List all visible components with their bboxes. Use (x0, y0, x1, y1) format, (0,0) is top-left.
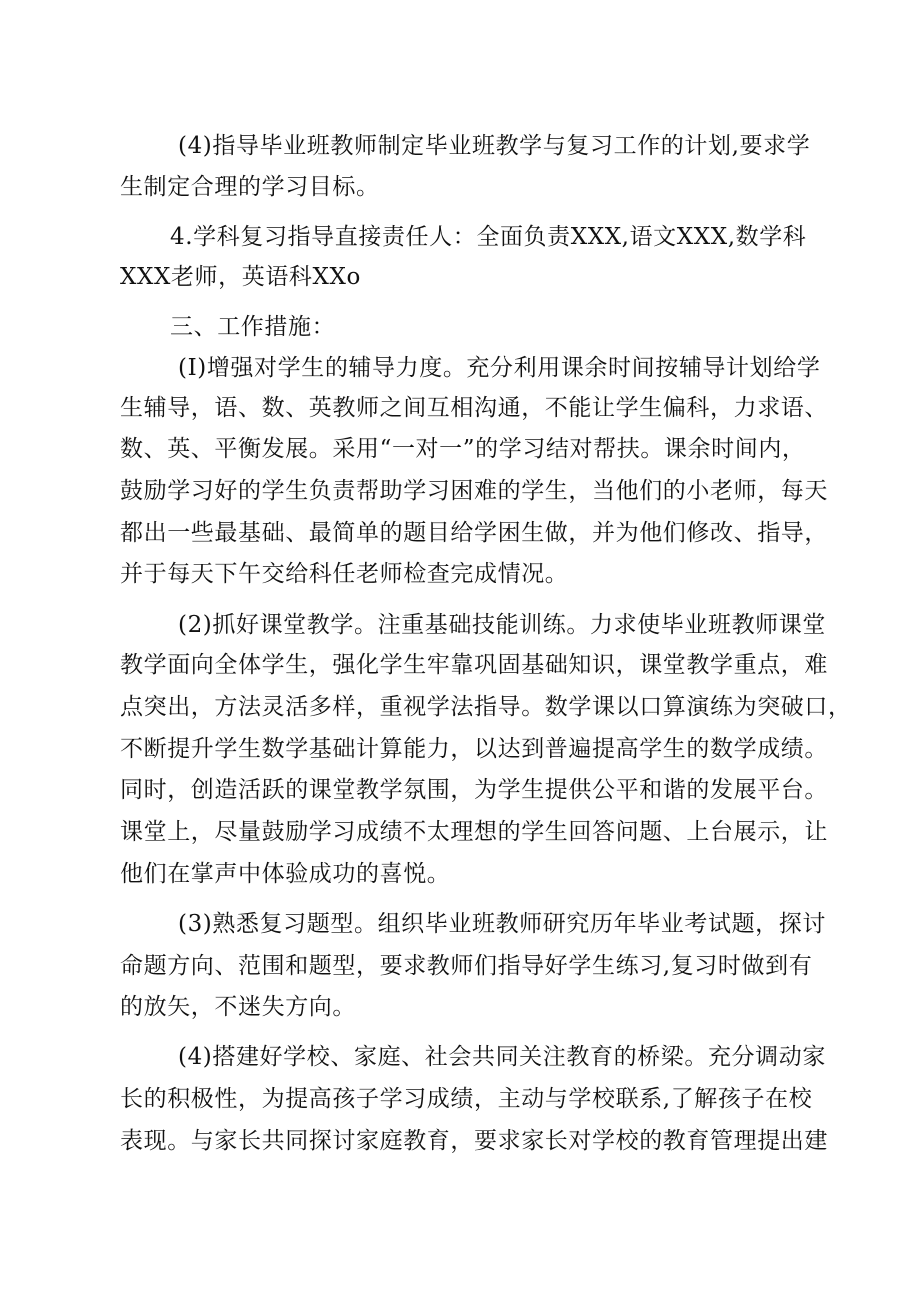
paragraph-line: 表现。与家长共同探讨家庭教育，要求家长对学校的教育管理提出建 (120, 1128, 828, 1154)
paragraph-line: 不断提升学生数学基础计算能力，以达到普遍提高学生的数学成绩。 (120, 736, 828, 762)
paragraph-line: 的放矢，不迷失方向。 (120, 994, 356, 1020)
paragraph-line: (2)抓好课堂教学。注重基础技能训练。力求使毕业班教师课堂 (178, 612, 826, 638)
paragraph-line: 生制定合理的学习目标。 (120, 174, 380, 200)
paragraph-line: (I)增强对学生的辅导力度。充分利用课余时间按辅导计划给学 (178, 355, 821, 381)
paragraph-line: 教学面向全体学生，强化学生牢靠巩固基础知识，课堂教学重点，难 (120, 652, 828, 678)
paragraph-line: 都出一些最基础、最简单的题目给学困生做，并为他们修改、指导， (120, 520, 828, 546)
paragraph-line: 命题方向、范围和题型，要求教师们指导好学生练习,复习时做到有 (120, 953, 813, 979)
paragraph-line: 4.学科复习指导直接责任人：全面负责XXX,语文XXX,数学科 (170, 224, 807, 250)
paragraph-line: 课堂上，尽量鼓励学习成绩不太理想的学生回答问题、上台展示，让 (120, 819, 828, 845)
paragraph-line: XXX老师，英语科XXo (120, 264, 361, 290)
paragraph-line: 生辅导，语、数、英教师之间互相沟通，不能让学生偏科，力求语、 (120, 395, 828, 421)
paragraph-line: (3)熟悉复习题型。组织毕业班教师研究历年毕业考试题，探讨 (178, 911, 826, 937)
section-heading: 三、工作措施： (170, 314, 336, 340)
paragraph-line: 数、英、平衡发展。采用“一对一”的学习结对帮扶。课余时间内， (120, 436, 806, 462)
paragraph-line: 同时，创造活跃的课堂教学氛围，为学生提供公平和谐的发展平台。 (120, 777, 828, 803)
paragraph-line: (4)搭建好学校、家庭、社会共同关注教育的桥梁。充分调动家 (178, 1044, 826, 1070)
paragraph-line: (4)指导毕业班教师制定毕业班教学与复习工作的计划,要求学 (178, 133, 811, 159)
paragraph-line: 鼓励学习好的学生负责帮助学习困难的学生，当他们的小老师，每天 (120, 478, 828, 504)
paragraph-line: 长的积极性，为提高孩子学习成绩，主动与学校联系,了解孩子在校 (120, 1086, 813, 1112)
paragraph-line: 点突出，方法灵活多样，重视学法指导。数学课以口算演练为突破口， (120, 694, 852, 720)
paragraph-line: 他们在掌声中体验成功的喜悦。 (120, 861, 451, 887)
paragraph-line: 并于每天下午交给科任老师检查完成情况。 (120, 561, 569, 587)
